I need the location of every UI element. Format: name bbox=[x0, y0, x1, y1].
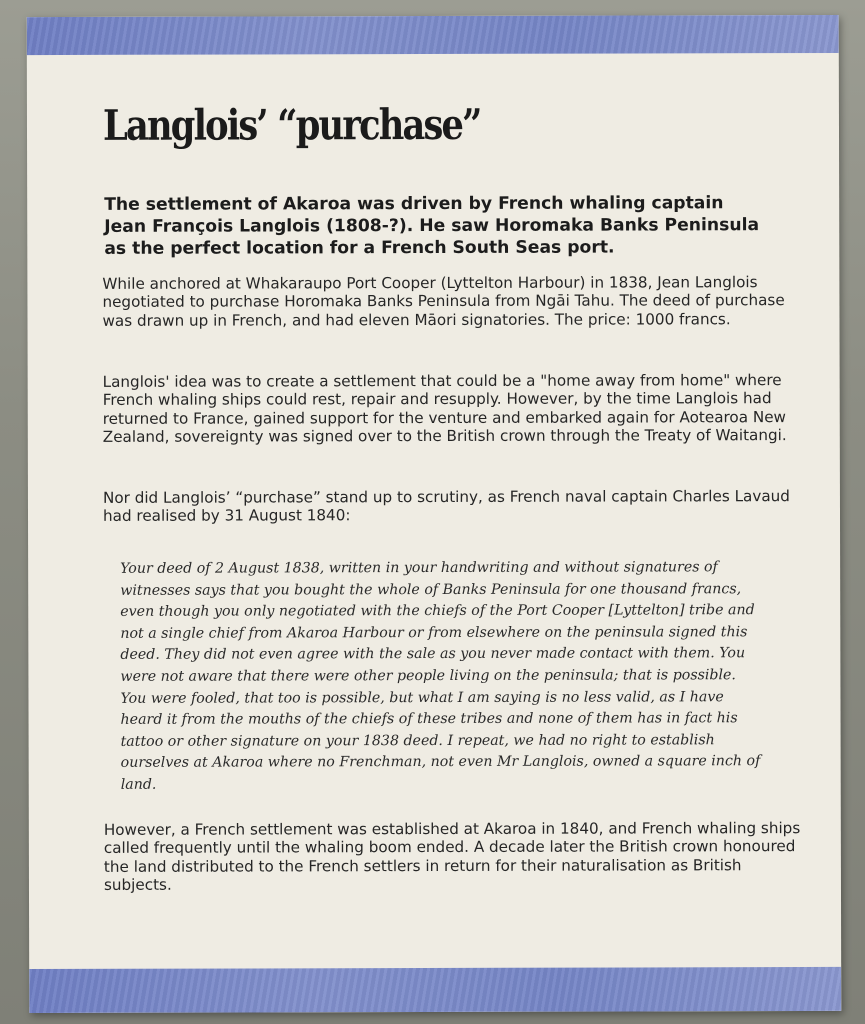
top-decorative-band bbox=[27, 15, 839, 55]
lavaud-quote: Your deed of 2 August 1838, written in your handwriting and without signatures of witnesses says that you bought the whole of Banks Peninsula for one thousand francs, even though you only negotiated with the chiefs of the Port Cooper [Lyttelton] tribe and not a single chief from Akaroa Harbour or from elsewhere on the peninsula signed this deed. They did not even agree with the sale as you never made contact with them. You were not aware that there were other people living on the peninsula; that is possible. You were fooled, that too is possible, but what I am saying is no less valid, as I have heard it from the mouths of the chiefs of these tribes and none of them has in fact his tattoo or other signature on your 1838 deed. I repeat, we had no right to establish ourselves at Akaroa where no Frenchman, not even Mr Langlois, owned a square inch of land. bbox=[120, 559, 761, 793]
panel-title: Langlois’ “purchase” bbox=[102, 99, 481, 150]
body-paragraph-3: Nor did Langlois’ “purchase” stand up to scrutiny, as French naval captain Charles Lavaud had realised by 31 August 1840: bbox=[102, 487, 790, 526]
body-paragraph-1: While anchored at Whakaraupo Port Cooper (Lyttelton Harbour) in 1838, Jean Langlois negotiated to purchase Horomaka Banks Peninsula from Ngāi Tahu. The deed of purchase was drawn up in French, and had eleven Māori signatories. The price: 1000 francs. bbox=[102, 273, 785, 330]
body-paragraph-4: However, a French settlement was established at Akaroa in 1840, and French whaling ships called frequently until the whaling boom ended. A decade later the British crown honoured the land distributed to the French settlers in return for their naturalisation as British subjects. bbox=[103, 819, 801, 894]
lead-line: The settlement of Akaroa was driven by French whaling captain bbox=[104, 193, 724, 215]
information-panel bbox=[27, 15, 842, 1013]
bottom-decorative-band bbox=[29, 967, 841, 1013]
lead-line: Jean François Langlois (1808-?). He saw Horomaka Banks Peninsula bbox=[104, 215, 760, 237]
lead-line: as the perfect location for a French South Seas port. bbox=[104, 237, 615, 259]
body-paragraph-2: Langlois' idea was to create a settlement that could be a "home away from home" where French whaling ships could rest, repair and resupply. However, by the time Langlois had returned to France, gained support for the venture and embarked again for Aotearoa New Zealand, sovereignty was signed over to the British crown through the Treaty of Waitangi. bbox=[102, 371, 787, 446]
lead-paragraph bbox=[104, 192, 794, 260]
